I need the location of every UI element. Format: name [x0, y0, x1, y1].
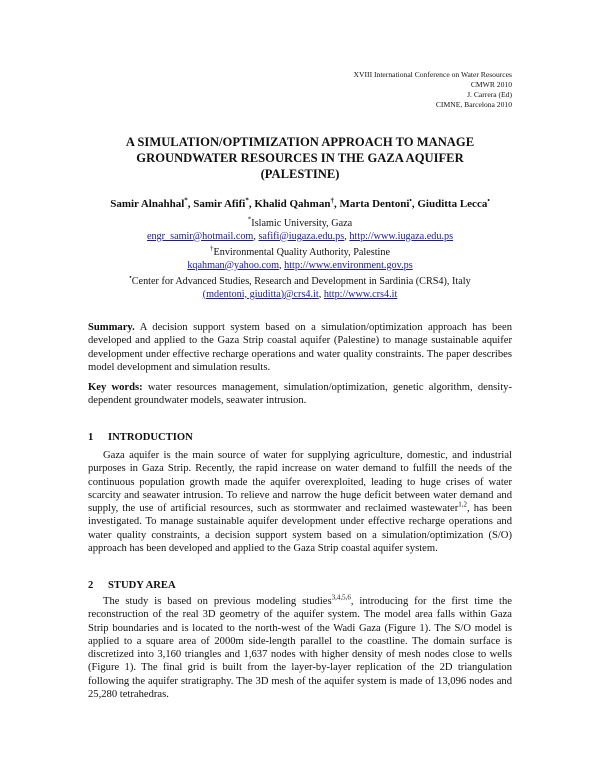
affiliation-name: Center for Advanced Studies, Research and Development in Sardinia (CRS4), Italy: [131, 276, 471, 287]
introduction-paragraph: Gaza aquifer is the main source of water for supplying agriculture, domestic, and industrial purposes in Gaza Strip. Recently, the rapid increase on water demand to fulfill the needs of the continuous population growth made the aquifer overexploited, leading to huge crises of water scarcity and seawater intrusion. To relieve and narrow the huge deficit between water demand and supply, the use of artificial resources, such as stormwater and reclaimed wastewater$^{1,2}$, has been investigated. To manage sustainable aquifer development under effective recharge operations and water quality constraints, a decision support system based on a simulation/optimization (S/O) approach has been developed and applied to the Gaza Strip coastal aquifer system.: [88, 450, 512, 555]
author-list: [88, 198, 512, 210]
section-heading-study-area: [88, 580, 176, 591]
email-link[interactable]: engr_samir@hotmail.com: [146, 230, 254, 242]
author-mark: †: [330, 196, 334, 205]
author-separator: ,: [411, 198, 418, 210]
title-line: (PALESTINE): [260, 167, 340, 181]
website-link[interactable]: http://www.iugaza.edu.ps: [349, 230, 454, 242]
affiliation-mark: †: [210, 244, 214, 253]
conference-header: [354, 70, 512, 110]
email-link[interactable]: (mdentoni, giuditta)@crs4.it: [202, 288, 319, 300]
section-heading-introduction: [88, 432, 193, 443]
section-number: 1: [88, 432, 94, 443]
author-name: Khalid Qahman: [254, 198, 331, 210]
author-name: Samir Alnahhal: [110, 198, 185, 210]
email-link[interactable]: kqahman@yahoo.com: [187, 259, 280, 271]
conference-name: XVIII International Conference on Water Resources: [353, 70, 512, 79]
author-name: Samir Afifi: [193, 198, 246, 210]
study-area-paragraph: The study is based on previous modeling studies$^{3,4,5,6}$, introducing for the first time the reconstruction of the real 3D geometry of the aquifer system. The model area falls within Gaza Strip boundaries and is located to the north-west of the Wadi Gaza (Figure 1). The S/O model is applied to a square area of 2000m side-length parallel to the coastline. The domain surface is discretized into 3,160 triangles and 1,637 nodes with higher density of mesh nodes close to wells (Figure 1). The final grid is built from the layer-by-layer replication of the 2D triangulation following the aquifer stratigraphy. The 3D mesh of the aquifer system is made of 13,096 nodes and 25,280 tetrahedras.: [88, 593, 512, 701]
conference-acronym: CMWR 2010: [470, 80, 512, 89]
keywords-paragraph: [88, 381, 512, 408]
author-separator: ,: [187, 198, 194, 210]
paper-title: [88, 134, 512, 182]
author-name: Giuditta Lecca: [417, 198, 488, 210]
affiliation-name: Islamic University, Gaza: [251, 218, 353, 229]
section-title: STUDY AREA: [108, 580, 176, 591]
website-link[interactable]: http://www.crs4.it: [323, 288, 398, 300]
summary-paragraph: [88, 321, 512, 374]
conference-editor: J. Carrera (Ed): [467, 90, 512, 99]
website-link[interactable]: http://www.environment.gov.ps: [284, 259, 413, 271]
citation-ref: 1,2: [458, 500, 468, 509]
affiliation-3: •Center for Advanced Studies, Research and Development in Sardinia (CRS4), Italy (mdentoni, giuditta)@crs4.it, http://www.crs4.it: [129, 273, 471, 300]
summary-text: A decision support system based on a simulation/optimization approach has been developed and applied to the Gaza Strip coastal aquifer (Palestine) to manage sustainable aquifer development under effective recharge operations and water quality constraints. The paper describes model development and simulation results.: [88, 322, 512, 373]
author-separator: ,: [333, 198, 340, 210]
author-mark: *: [184, 196, 188, 205]
affiliation-name: Environmental Quality Authority, Palestine: [213, 247, 390, 258]
affiliation-mark: •: [129, 273, 132, 282]
summary-label: Summary.: [88, 322, 135, 333]
author-mark: •: [487, 196, 490, 205]
section-number: 2: [88, 580, 94, 591]
conference-publisher: CIMNE, Barcelona 2010: [435, 100, 512, 109]
author-mark: *: [245, 196, 249, 205]
title-line: A SIMULATION/OPTIMIZATION APPROACH TO MANAGE: [125, 135, 475, 149]
author-separator: ,: [248, 198, 255, 210]
keywords-text: water resources management, simulation/optimization, genetic algorithm, density-dependent groundwater models, seawater intrusion.: [88, 382, 512, 407]
email-link[interactable]: safifi@iugaza.edu.ps: [258, 230, 345, 242]
affiliation-1: *Islamic University, Gaza engr_samir@hotmail.com, safifi@iugaza.edu.ps, http://www.iugaza.edu.ps: [146, 215, 454, 242]
title-line: GROUNDWATER RESOURCES IN THE GAZA AQUIFER: [136, 151, 464, 165]
citation-ref: 3,4,5,6: [331, 593, 351, 602]
author-name: Marta Dentoni: [339, 198, 410, 210]
section-title: INTRODUCTION: [108, 432, 193, 443]
affiliation-mark: *: [247, 215, 252, 224]
keywords-label: Key words:: [88, 382, 143, 393]
affiliation-2: †Environmental Quality Authority, Palestine kqahman@yahoo.com, http://www.environment.gov.ps: [187, 244, 413, 271]
author-mark: •: [409, 196, 412, 205]
